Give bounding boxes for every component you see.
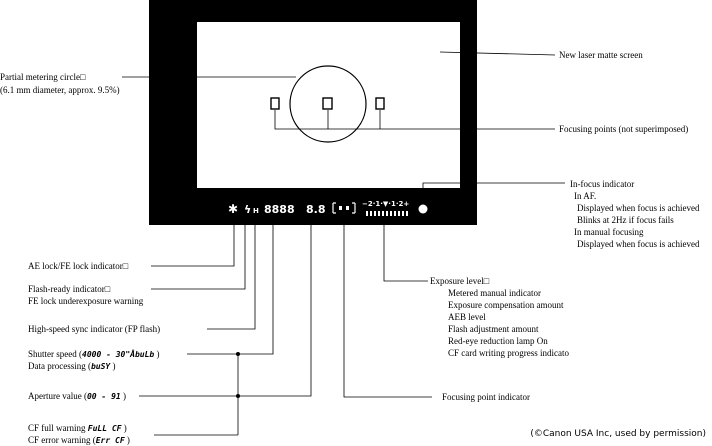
exposure-level-label: Exposure level□	[430, 276, 490, 286]
flash-ready-symbol: ϟ	[244, 203, 252, 216]
cf-full-lcd: FuLL CF	[87, 424, 122, 433]
ae-lock-label: AE lock/FE lock indicator□	[28, 261, 129, 271]
cf-error-warning-label	[28, 435, 130, 446]
cf-error-prefix: CF error warning (	[28, 435, 96, 445]
in-focus-indicator	[419, 205, 428, 214]
cf-full-suffix: )	[121, 423, 127, 433]
exposure-item-flash-adjustment: Flash adjustment amount	[448, 324, 539, 334]
shutter-speed-readout: 8888	[264, 203, 295, 216]
aperture-prefix: Aperture value (	[28, 391, 87, 401]
data-processing-label	[28, 361, 116, 372]
in-focus-af-label: In AF.	[574, 191, 597, 201]
exposure-item-cf-progress: CF card writing progress indicato	[448, 348, 569, 358]
laser-matte-screen-label: New laser matte screen	[559, 50, 643, 60]
in-focus-af-displayed-label: Displayed when focus is achieved	[577, 203, 700, 213]
focusing-point-indicator-label: Focusing point indicator	[442, 392, 530, 402]
exposure-item-red-eye: Red-eye reduction lamp On	[448, 336, 548, 346]
aperture-lcd: 00 - 91	[86, 392, 121, 401]
flash-ready-label: Flash-ready indicator□	[28, 284, 111, 294]
exposure-item-aeb: AEB level	[448, 312, 486, 322]
partial-metering-circle-label: Partial metering circle□	[0, 72, 86, 82]
in-focus-manual-label: In manual focusing	[574, 227, 644, 237]
high-speed-sync-label: High-speed sync indicator (FP flash)	[28, 324, 161, 334]
data-processing-prefix: Data processing (	[28, 361, 91, 371]
copyright-credit: (©Canon USA Inc, used by permission)	[530, 429, 706, 439]
laser-matte-screen	[197, 22, 460, 188]
fe-lock-warning-label: FE lock underexposure warning	[28, 296, 144, 306]
partial-metering-circle-detail: (6.1 mm diameter, approx. 9.5%)	[0, 85, 120, 95]
exposure-item-compensation: Exposure compensation amount	[448, 300, 564, 310]
data-processing-suffix: )	[110, 361, 116, 371]
cf-error-suffix: )	[124, 435, 130, 445]
in-focus-manual-displayed-label: Displayed when focus is achieved	[577, 239, 700, 249]
aperture-value-label	[28, 391, 126, 402]
exposure-level-scale: −2·1·▼·1·2+	[362, 200, 410, 208]
exposure-item-metered-manual: Metered manual indicator	[448, 288, 541, 298]
shutter-speed-lcd: 4000 - 30"ÅbuLb	[82, 350, 155, 359]
aperture-suffix: )	[120, 391, 126, 401]
cf-full-prefix: CF full warning	[28, 423, 88, 433]
ae-lock-symbol: ✱	[228, 202, 239, 216]
in-focus-indicator-label: In-focus indicator	[570, 179, 635, 189]
high-speed-sync-symbol: H	[253, 207, 259, 215]
focusing-points-label: Focusing points (not superimposed)	[559, 124, 689, 134]
in-focus-af-blinks-label: Blinks at 2Hz if focus fails	[577, 215, 674, 225]
data-processing-lcd: buSY	[90, 362, 111, 371]
shutter-speed-label	[28, 349, 160, 360]
shutter-speed-prefix: Shutter speed (	[28, 349, 82, 359]
cf-full-warning-label	[28, 423, 127, 434]
shutter-speed-suffix: )	[154, 349, 160, 359]
cf-error-lcd: Err CF	[95, 436, 125, 445]
aperture-readout: 8.8	[306, 203, 326, 216]
